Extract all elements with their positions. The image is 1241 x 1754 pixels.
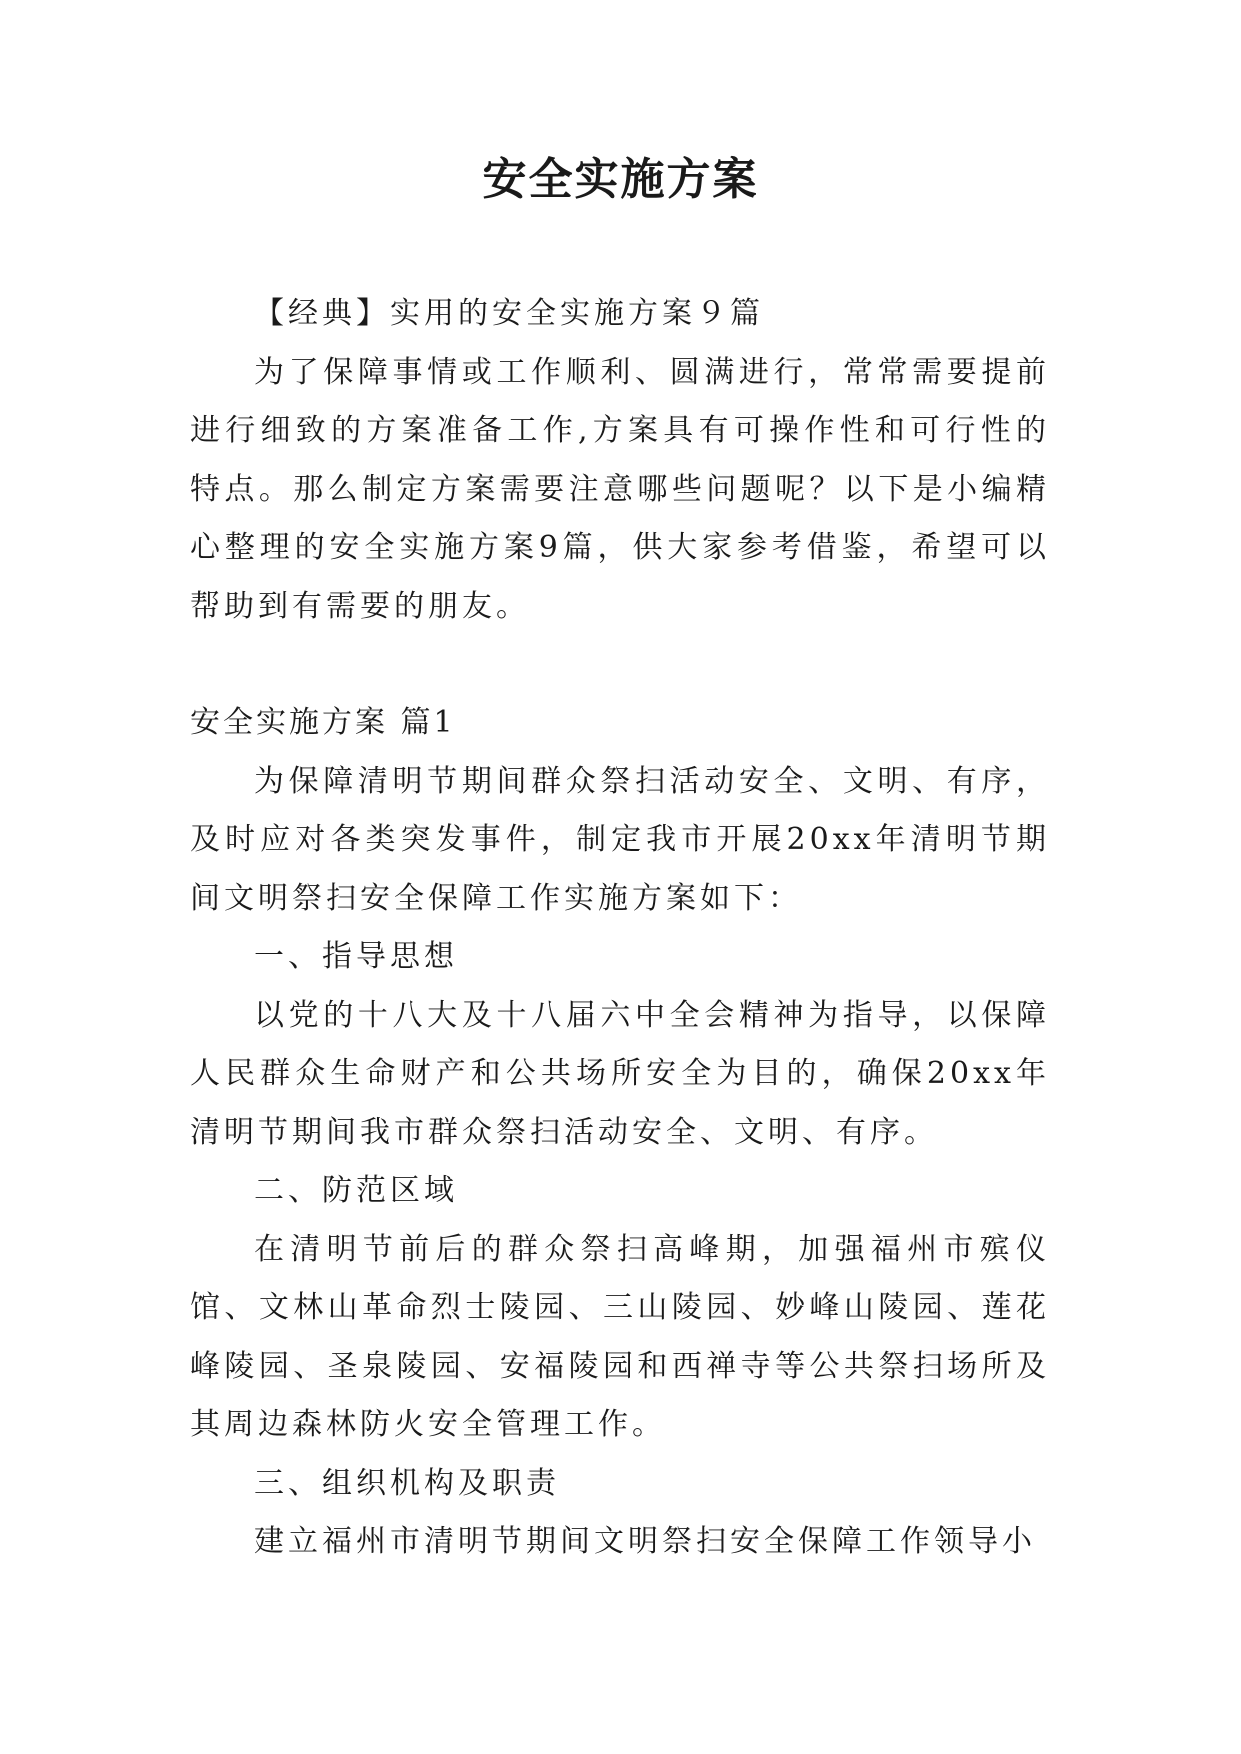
body-paragraph: 以党的十八大及十八届六中全会精神为指导，以保障人民群众生命财产和公共场所安全为目的，确保20xx年清明节期间我市群众祭扫活动安全、文明、有序。 [190,997,1050,1150]
document-title: 安全实施方案 [482,154,759,205]
body-paragraph: 建立福州市清明节期间文明祭扫安全保障工作领导小 [254,1524,1036,1559]
document-subtitle: 【经典】实用的安全实施方案９篇 [254,296,764,331]
heading-guiding-ideology: 一、指导思想 [254,939,458,974]
section-heading: 安全实施方案 篇1 [190,705,456,740]
document-body [190,285,1050,1572]
heading-organization-duties: 三、组织机构及职责 [254,1465,560,1501]
paragraph-spacer [190,636,1050,694]
body-paragraph: 为保障清明节期间群众祭扫活动安全、文明、有序，及时应对各类突发事件，制定我市开展20xx年清明节期间文明祭扫安全保障工作实施方案如下： [190,763,1050,916]
heading-prevention-area: 二、防范区域 [254,1173,458,1208]
body-paragraph: 在清明节前后的群众祭扫高峰期，加强福州市殡仪馆、文林山革命烈士陵园、三山陵园、妙峰山陵园、莲花峰陵园、圣泉陵园、安福陵园和西禅寺等公共祭扫场所及其周边森林防火安全管理工作。 [190,1231,1050,1442]
intro-paragraph: 为了保障事情或工作顺利、圆满进行，常常需要提前进行细致的方案准备工作,方案具有可操作性和可行性的特点。那么制定方案需要注意哪些问题呢？以下是小编精心整理的安全实施方案9篇，供大家参考借鉴，希望可以帮助到有需要的朋友。 [190,354,1050,624]
